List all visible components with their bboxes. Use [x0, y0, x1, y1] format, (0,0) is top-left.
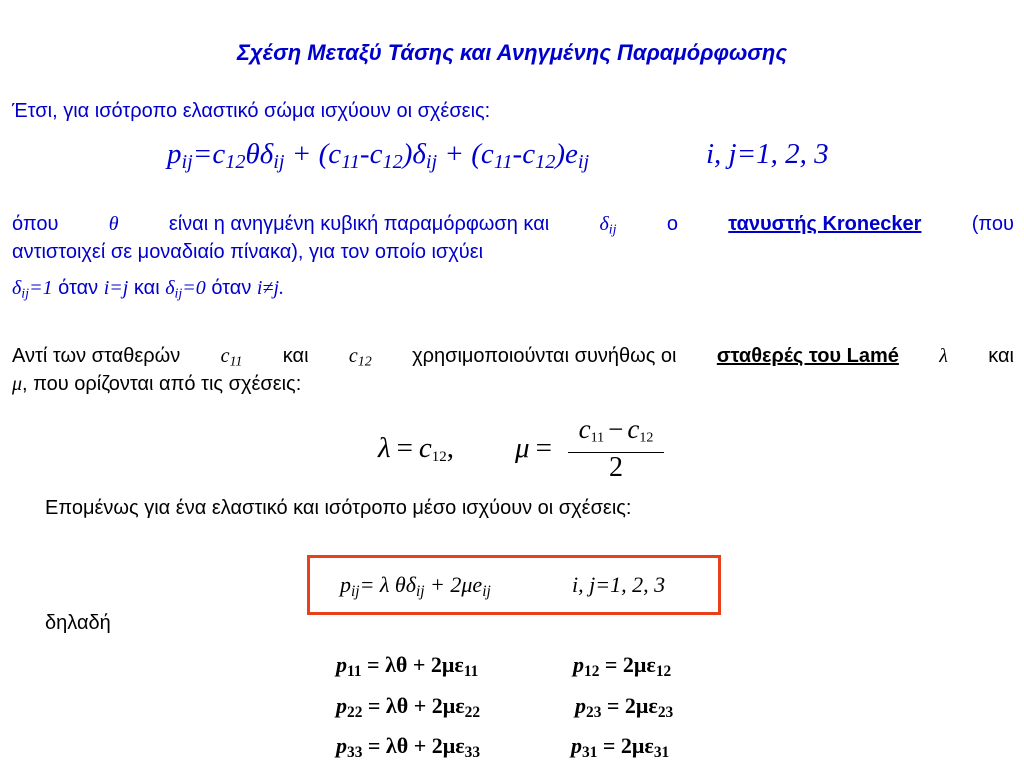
eq-p: p — [167, 138, 182, 170]
kronecker-paragraph-line1 — [12, 213, 1014, 236]
p-letter: p — [575, 693, 586, 718]
p-letter: p — [571, 733, 582, 758]
text-segment: Αντί των σταθερών — [12, 345, 181, 367]
eq-sub: 11 — [493, 151, 513, 174]
rhs: = 2με — [597, 733, 654, 758]
text-word: όταν — [52, 277, 104, 299]
component-equation — [573, 652, 671, 678]
value: =0 — [182, 277, 206, 299]
lame-constants-link[interactable]: σταθερές του Lamé — [716, 345, 899, 367]
eq-sub: 12 — [382, 151, 403, 174]
text-segment: είναι η ανηγμένη κυβική παραμόρφωση και — [168, 213, 550, 235]
component-equation — [336, 652, 478, 678]
condition: i=j — [103, 277, 129, 299]
text-word: και — [988, 345, 1014, 367]
eq-p: p — [340, 572, 351, 597]
c-subscript: 12 — [357, 354, 372, 370]
p-subscript: 23 — [586, 703, 602, 721]
p-letter: p — [336, 733, 347, 758]
component-equation — [575, 693, 673, 719]
mu-letter: μ — [515, 432, 530, 464]
lame-stress-equation — [340, 572, 491, 598]
text-word: όταν — [205, 277, 257, 299]
minus-sign: − — [608, 414, 624, 444]
lame-paragraph-line2 — [12, 373, 301, 396]
lambda-definition — [378, 432, 454, 465]
eq-part: =c — [192, 138, 226, 170]
p-subscript: 31 — [582, 743, 598, 761]
eq-sub: ij — [415, 582, 425, 600]
c-letter: c — [627, 414, 640, 444]
therefore-text: Επομένως για ένα ελαστικό και ισότροπο μέσο ισχύουν οι σχέσεις: — [45, 497, 632, 519]
kronecker-definition — [12, 277, 284, 300]
text-segment: χρησιμοποιούνται συνήθως οι — [412, 345, 677, 367]
fraction-denominator: 2 — [609, 452, 623, 483]
eq-part: + (c — [437, 138, 494, 170]
equation-indices: i, j=1, 2, 3 — [706, 138, 829, 170]
value: =1 — [29, 277, 53, 299]
eq-part: )e — [555, 138, 578, 170]
kronecker-paragraph-line2: αντιστοιχεί σε μοναδιαίο πίνακα), για τον οποίο ισχύει — [12, 241, 484, 263]
eq-sub: 12 — [225, 151, 246, 174]
fraction-numerator — [568, 414, 664, 445]
delta-subscript: ij — [21, 286, 30, 302]
e-subscript: 11 — [463, 662, 479, 680]
p-subscript: 22 — [347, 703, 363, 721]
c-letter: c — [220, 345, 230, 367]
text-word: ο — [666, 213, 678, 235]
component-equation — [336, 693, 480, 719]
rhs: = λθ + 2με — [362, 733, 465, 758]
e-subscript: 12 — [655, 662, 672, 680]
eq-sub: ij — [351, 582, 360, 600]
rhs: = λθ + 2με — [362, 693, 465, 718]
eq-part: + (c — [284, 138, 342, 170]
c-subscript: 11 — [229, 354, 243, 370]
boxed-equation-indices: i, j=1, 2, 3 — [572, 572, 666, 597]
eq-part: + 2μe — [424, 572, 483, 597]
rhs: = λθ + 2με — [361, 652, 464, 677]
eq-part: )δ — [402, 138, 426, 170]
c-letter: c — [348, 345, 358, 367]
namely-text: δηλαδή — [45, 612, 111, 634]
delta-subscript: ij — [174, 286, 183, 302]
c-letter: c — [578, 414, 591, 444]
p-letter: p — [336, 693, 347, 718]
eq-part: = λ θδ — [359, 572, 416, 597]
eq-sub: ij — [425, 151, 438, 174]
c-letter: c — [418, 432, 432, 464]
eq-sub: ij — [577, 151, 590, 174]
intro-text: Έτσι, για ισότροπο ελαστικό σώμα ισχύουν οι σχέσεις: — [12, 100, 491, 122]
p-subscript: 33 — [347, 743, 363, 761]
text-segment: , που ορίζονται από τις σχέσεις: — [22, 373, 302, 395]
comma: , — [446, 432, 455, 464]
e-subscript: 22 — [464, 703, 481, 721]
eq-sub: ij — [273, 151, 285, 174]
e-subscript: 23 — [657, 703, 674, 721]
lambda-letter: λ — [378, 432, 391, 464]
lame-paragraph-line1 — [12, 345, 1014, 368]
eq-part: θδ — [245, 138, 274, 170]
mu-definition-lhs — [515, 432, 558, 465]
eq-part: -c — [359, 138, 383, 170]
eq-sub: ij — [482, 582, 491, 600]
text-word: όπου — [12, 213, 59, 235]
condition: i≠j. — [256, 277, 285, 299]
component-equation — [336, 733, 480, 759]
c-subscript: 12 — [431, 448, 447, 465]
p-letter: p — [336, 652, 347, 677]
p-letter: p — [573, 652, 584, 677]
delta-letter: δ — [12, 277, 22, 299]
slide-title: Σχέση Μεταξύ Τάσης και Ανηγμένης Παραμόρφωσης — [236, 40, 788, 65]
equals-sign: = — [396, 432, 413, 464]
eq-sub: 12 — [535, 151, 556, 174]
eq-sub: ij — [181, 151, 193, 174]
stress-strain-equation — [167, 138, 590, 174]
text-word: και — [128, 277, 166, 299]
delta-symbol — [599, 213, 616, 236]
lambda-symbol: λ — [939, 345, 948, 367]
delta-letter: δ — [599, 213, 609, 235]
rhs: = 2με — [601, 693, 658, 718]
eq-part: -c — [512, 138, 536, 170]
p-subscript: 12 — [584, 662, 600, 680]
e-subscript: 31 — [653, 743, 670, 761]
rhs: = 2με — [599, 652, 656, 677]
equals-sign: = — [535, 432, 552, 464]
c11-symbol — [221, 345, 243, 368]
eq-sub: 11 — [341, 151, 360, 174]
kronecker-tensor-link[interactable]: τανυστής Kronecker — [728, 213, 922, 235]
theta-symbol: θ — [108, 213, 119, 235]
p-subscript: 11 — [347, 662, 362, 680]
text-word: (που — [971, 213, 1014, 235]
text-word: και — [282, 345, 309, 367]
c-subscript: 12 — [639, 430, 654, 446]
delta-subscript: ij — [608, 222, 617, 238]
component-equation — [571, 733, 669, 759]
c12-symbol — [349, 345, 372, 368]
e-subscript: 33 — [464, 743, 481, 761]
mu-symbol: μ — [12, 373, 23, 395]
delta-letter: δ — [165, 277, 175, 299]
c-subscript: 11 — [590, 430, 605, 446]
